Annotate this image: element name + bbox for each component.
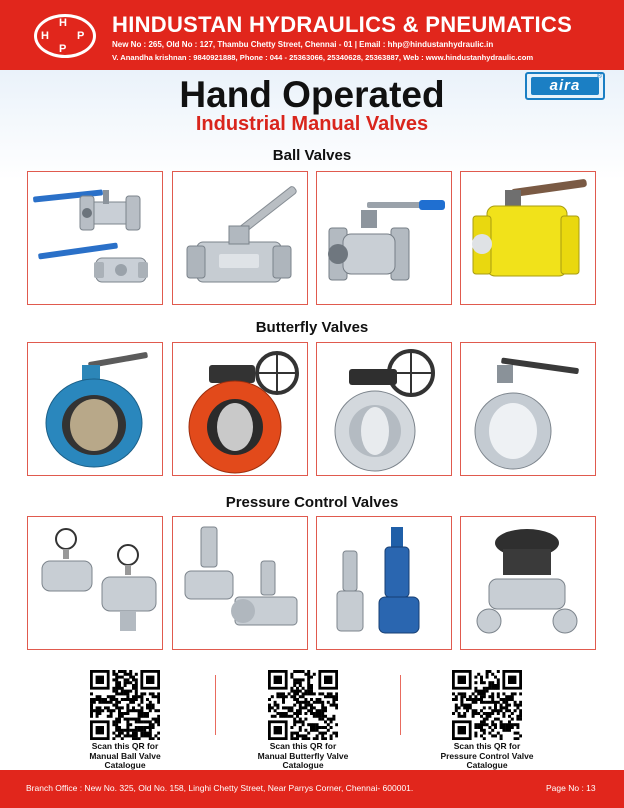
section-title-ball-valves: Ball Valves bbox=[272, 147, 352, 164]
header-bar bbox=[0, 0, 624, 70]
product-image-ball-valve-3 bbox=[316, 171, 452, 305]
qr-caption-ball-valve bbox=[55, 742, 195, 771]
qr-caption-line: Scan this QR for bbox=[269, 741, 337, 751]
qr-caption-line: Catalogue bbox=[282, 760, 324, 770]
company-address: New No : 265, Old No : 127, Thambu Chetty Street, Chennai - 01 | Email : hhp@hindustanhydraulic.in bbox=[112, 40, 494, 49]
product-image-ball-valve-4 bbox=[460, 171, 596, 305]
page-subtitle: Industrial Manual Valves bbox=[195, 113, 429, 135]
page-number: Page No : 13 bbox=[546, 783, 596, 793]
logo-letter: H bbox=[59, 17, 67, 29]
divider bbox=[215, 675, 216, 735]
divider bbox=[400, 675, 401, 735]
product-image-pressure-control-valve-4 bbox=[460, 516, 596, 650]
qr-caption-butterfly-valve bbox=[233, 742, 373, 771]
product-image-pressure-control-valve-3 bbox=[316, 516, 452, 650]
qr-code-butterfly-valve[interactable] bbox=[268, 670, 338, 740]
product-image-pressure-control-valve-2 bbox=[172, 516, 308, 650]
qr-caption-line: Catalogue bbox=[466, 760, 508, 770]
logo-letter: P bbox=[77, 30, 85, 42]
product-image-pressure-control-valve-1 bbox=[27, 516, 163, 650]
qr-caption-line: Catalogue bbox=[104, 760, 146, 770]
footer-bar bbox=[0, 770, 624, 808]
product-image-ball-valve-1 bbox=[27, 171, 163, 305]
company-name: HINDUSTAN HYDRAULICS & PNEUMATICS bbox=[112, 12, 573, 37]
qr-caption-line: Pressure Control Valve bbox=[440, 750, 534, 761]
section-title-butterfly-valves: Butterfly Valves bbox=[255, 319, 369, 336]
branch-office-address: Branch Office : New No. 325, Old No. 158, Linghi Chetty Street, Near Parrys Corner, Chennai- 600001. bbox=[26, 783, 414, 793]
qr-caption-pressure-control-valve bbox=[417, 742, 557, 771]
product-image-butterfly-valve-3 bbox=[316, 342, 452, 476]
logo-letter: P bbox=[59, 43, 67, 55]
brand-name: aira bbox=[531, 77, 599, 95]
qr-caption-line: Scan this QR for bbox=[91, 741, 159, 751]
company-contact: V. Anandha krishnan : 9840921888, Phone : 044 - 25363066, 25340628, 25363887, Web : www.hindustanhydraulic.com bbox=[112, 53, 534, 62]
brand-logo bbox=[525, 72, 605, 100]
qr-caption-line: Manual Butterfly Valve bbox=[257, 750, 349, 761]
qr-caption-line: Manual Ball Valve bbox=[89, 750, 161, 761]
product-image-butterfly-valve-2 bbox=[172, 342, 308, 476]
product-image-butterfly-valve-4 bbox=[460, 342, 596, 476]
qr-caption-line: Scan this QR for bbox=[453, 741, 521, 751]
product-image-butterfly-valve-1 bbox=[27, 342, 163, 476]
registered-mark: ® bbox=[596, 73, 602, 80]
qr-code-ball-valve[interactable] bbox=[90, 670, 160, 740]
company-logo bbox=[34, 14, 96, 58]
section-title-pressure-control-valves: Pressure Control Valves bbox=[225, 494, 399, 511]
qr-code-pressure-control-valve[interactable] bbox=[452, 670, 522, 740]
logo-letter: H bbox=[41, 30, 49, 42]
product-image-ball-valve-2 bbox=[172, 171, 308, 305]
page-title: Hand Operated bbox=[179, 74, 445, 115]
